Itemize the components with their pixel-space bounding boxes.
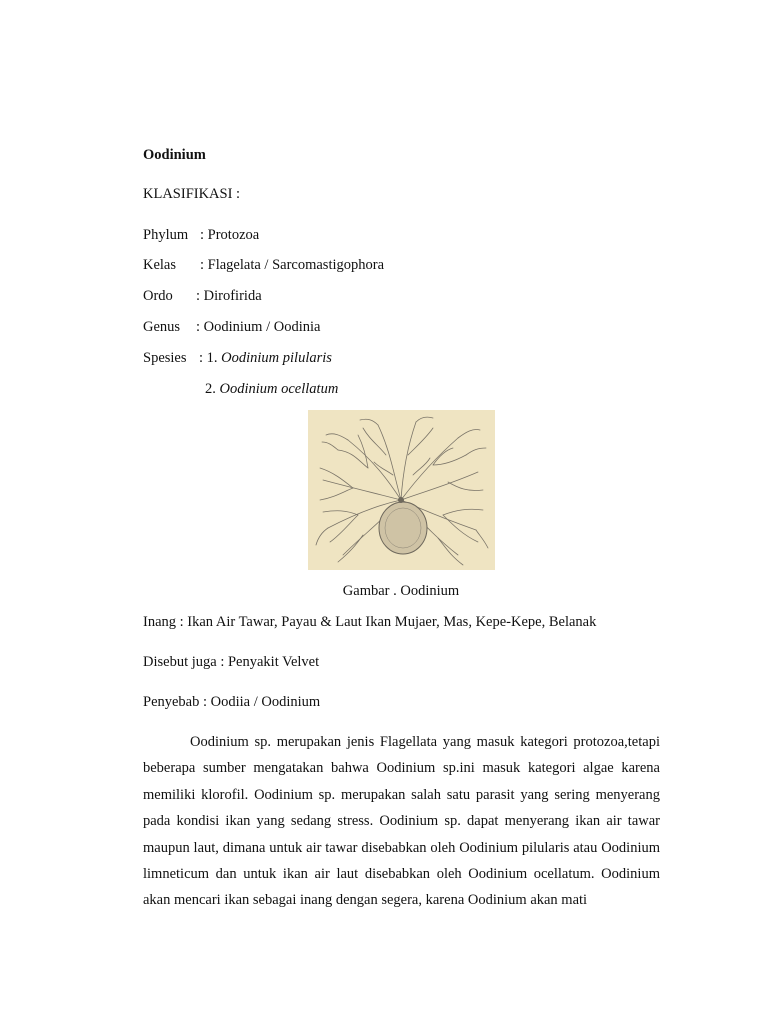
kelas-label: Kelas [143, 257, 177, 273]
spesies-row [143, 349, 332, 367]
document-title: Oodinium [143, 147, 206, 163]
genus-label: Genus [143, 319, 181, 335]
species-name-1: Oodinium pilularis [221, 350, 332, 366]
inang-line: Inang : Ikan Air Tawar, Payau & Laut Ikan Mujaer, Mas, Kepe-Kepe, Belanak [143, 614, 597, 630]
disebut-line: Disebut juga : Penyakit Velvet [143, 654, 320, 670]
ordo-value: : Dirofirida [196, 288, 262, 304]
figure-caption: Gambar . Oodinium [342, 583, 460, 599]
kelas-value: : Flagelata / Sarcomastigophora [200, 257, 385, 273]
oodinium-illustration [308, 410, 495, 570]
spesies-row-2 [205, 380, 338, 398]
kelas-row [143, 256, 384, 274]
spesies-prefix-2: 2. [205, 381, 220, 397]
genus-value: : Oodinium / Oodinia [196, 319, 321, 335]
genus-row [143, 318, 320, 336]
phylum-row [143, 226, 259, 244]
klasifikasi-heading: KLASIFIKASI : [143, 186, 241, 202]
penyebab-line: Penyebab : Oodiia / Oodinium [143, 694, 321, 710]
oodinium-drawing [308, 410, 495, 570]
ordo-row [143, 287, 262, 305]
phylum-label: Phylum [143, 227, 189, 243]
spesies-label: Spesies [143, 350, 187, 366]
ordo-label: Ordo [143, 288, 173, 304]
species-name-2: Oodinium ocellatum [219, 381, 339, 397]
phylum-value: : Protozoa [200, 227, 260, 243]
spesies-prefix-1: : 1. [199, 350, 222, 366]
body-paragraph: Oodinium sp. merupakan jenis Flagellata yang masuk kategori protozoa,tetapi beberapa sumber mengatakan bahwa Oodinium sp.ini masuk kategori algae karena memiliki klorofil. Oodinium sp. merupakan salah satu parasit yang sering menyerang pada kondisi ikan yang sedang stress. Oodinium sp. dapat menyerang ikan air tawar maupun laut, dimana untuk air tawar disebabkan oleh Oodinium pilularis atau Oodinium limneticum dan untuk ikan air laut disebabkan oleh Oodinium ocellatum. Oodinium akan mencari ikan sebagai inang dengan segera, karena Oodinium akan mati [143, 734, 660, 909]
